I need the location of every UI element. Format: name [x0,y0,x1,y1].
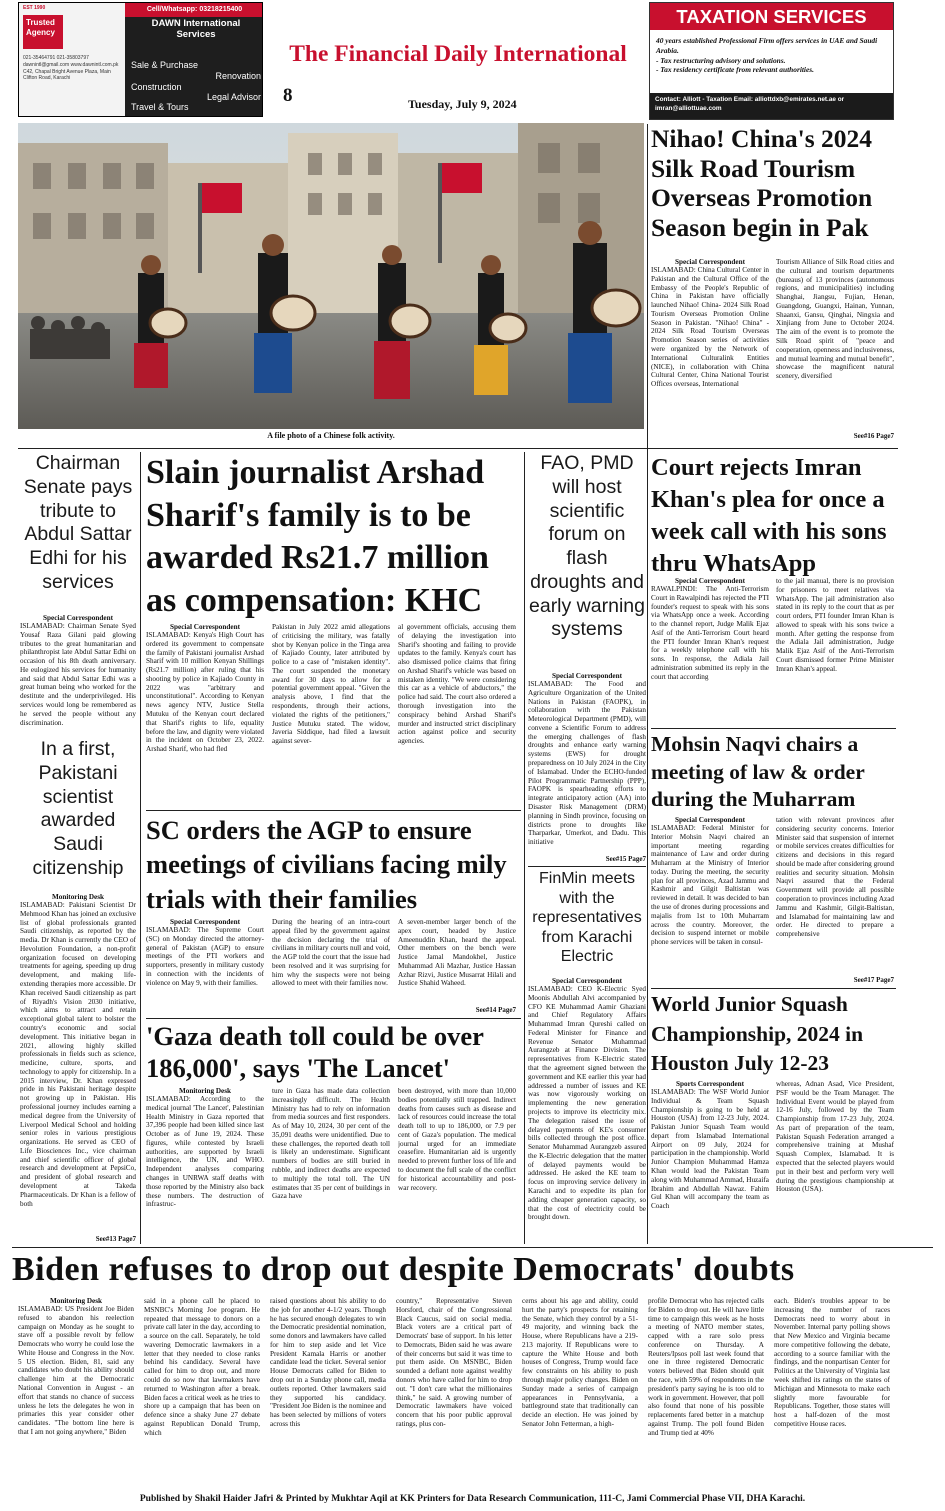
naqvi-body-col1: ISLAMABAD: Federal Minister for Interior Mohsin Naqvi chaired an important meeting regarding maintenance of Law and order during Muharram at the Ministry of Interior today. During the meeting, the security plan for all provinces, Azad Jammu and Kashmir and Gilgit Baltistan was reviewed in detail. It was decided to ban the use of drones during processions and majalis from 1st to 10th Muharram across the country. Moreover, the decision to suspend internet or mobile phone services will be taken in consul- [651,824,769,947]
section-divider [528,866,646,867]
imran-khan-body-col2: to the jail manual, there is no provision for prisoners to meet relatives via WhatsApp. The jail administration also stated in its reply to the court that as per court orders, PTI founder Imran Khan is allowed to speak with his sons twice a month. After getting the response from the Adiala Jail administration, Judge Malik Ejaz Asif of the Anti-Terrorism Court dismissed former Prime Minister Imran Khan's appeal. [776,577,894,673]
newspaper-masthead: The Financial Daily International [289,41,627,67]
publisher-footer: Published by Shakil Haider Jafri & Printed by Mukhtar Aqil at KK Printers for Data Research Communication, 111-C, Jami Commercial Phase VII, DHA Karachi. [139,1494,806,1504]
publication-date: Tuesday, July 9, 2024 [408,97,517,111]
arshad-sharif-headline: Slain journalist Arshad Sharif's family is to be awarded Rs21.7 million as compensation: KHC [146,454,489,619]
taxation-ad-line: 40 years established Professional Firm offers services in UAE and Saudi Arabia. [656,36,878,55]
silk-road-body-col1: ISLAMABAD: China Cultural Center in Pakistan and the Cultural Office of the Embassy of the People's Republic of China in Pakistan have officially launched Nihao! China- 2024 Silk Road Tourism Overseas Promotion Online Season in Pakistan. "Nihao! China" - 2024 Silk Road Tourism Overseas Promotion Season series of activities were organized by the Network of International Culturalink Entities (NICE), in collaboration with China Cultural Center, China National Tourist Offices overseas, International [651,266,769,389]
dawn-international-ad [18,2,263,117]
gaza-body-col1: ISLAMABAD: According to the medical journal 'The Lancet', Palestinian Health Ministry in Gaza reported that 37,396 people had been killed since last October as of June 19, 2024. These figures, while contested by Israeli authorities, are supported by Israeli intelligence, the UN, and WHO. Independent analyses comparing changes in UNRWA staff deaths with those reported by the Ministry also back these numbers. The destruction of infrastruc- [146,1095,264,1209]
section-divider [12,1247,933,1248]
biden-body-col2: said in a phone call he placed to MSNBC's Morning Joe program. He repeated that message to donors on a private call later in the day, according to a source on the call. Separately, he told wavering Democratic lawmakers in a letter that they needed to close ranks behind his candidacy. Several have called for him to drop out, and more could do so now that lawmakers have returned to Washington after a break. Biden faces a critical week as he tries to shore up a campaign that has been on defence since a shaky June 27 debate against Republican Donald Trump, which [144,1297,260,1437]
dawn-ad-left-panel [19,3,125,117]
sc-agp-byline: Special Correspondent [170,918,240,926]
silk-road-byline: Special Correspondent [675,258,745,266]
section-divider [651,988,896,989]
fao-continued: See#15 Page7 [605,855,646,863]
biden-body-col3: raised questions about his ability to do the job for another 4-1/2 years. Though he has secured enough delegates to win the Democratic presidential nomination, some donors and lawmakers have called for him to step aside and let Vice President Kamala Harris or another candidate lead the ticket. Several senior House Democrats called for Biden to drop out in a Sunday phone call, media outlets reported. Other lawmakers said they supported his candidacy. "President Joe Biden is the nominee and has been selected by millions of voters across this [270,1297,386,1428]
biden-byline: Monitoring Desk [49,1297,103,1305]
dawn-ad-est-tag: EST 1990 [23,5,46,11]
squash-body-col1: ISLAMABAD: The WSF World Junior Individual & Team Squash Championship is going to be held at Houston (USA) from 12-23 July, 2024. Pakistan Junior Squash Team would depart from Islamabad International Airport on 09 July, 2024 for participation in the championship. World Junior Champion Muhammad Hamza Khan would lead the Pakistan Team along with Muhammad Ammad, Huzaifa Ibrahim and Abdullah Nawaz. Fahim Gul Khan will accompany the team as Coach [651,1088,769,1211]
sc-agp-continued: See#14 Page7 [475,1006,516,1014]
edhi-headline: Chairman Senate pays tribute to Abdul Sattar Edhi for his services [23,452,133,593]
silk-road-body-col2: Tourism Alliance of Silk Road cities and the cultural and tourism departments (bureaus) of 13 provinces (autonomous regions, and municipalities) including Shanghai, Jiangsu, Fujian, Henan, Guangdong, Guangxi, Hainan, Yunnan, Shaanxi, Gansu, Qinghai, Ningxia and Xinjiang from June to October 2024. The aim of the event is to promote the Silk Road spirit of "peace and cooperation, openness and inclusiveness, and mutual learning and mutual benefit", showcase the magnificent natural scenery, diversified [776,258,894,381]
photo-caption: A file photo of a Chinese folk activity. [267,431,395,440]
finmin-body: ISLAMABAD: CEO K-Electric Syed Moonis Abdullah Alvi accompanied by CFO KE Muhammad Aamir Ghaziani and Chief Regulatory Affairs Muhammad Imran Qureshi called on Federal Minister for Finance and Revenue Senator Muhammad Aurangzeb at Finance Division. The representatives from K-Electric stated that the agreement signed between the government and KE earlier this year had addressed a number of issues and KE was now vigorously working on implementing the new generation projects to improve its electricity mix. The delegation raised the issue of delayed payments of KE's consumer bills collected through the post office. Senator Muhammad Aurangzeb assured the K-Electric delegation that the matter of delayed payments would be addressed. He asked the KE team to focus on improving service delivery in Karachi and to expedite its plan for adding cheaper generation capacity, so that the cost of electricity could be brought down. [528,985,646,1222]
biden-body-col4: country," Representative Steven Horsford, chair of the Congressional Black Caucus, said on social media. Black voters are a critical part of Democrats' base of support. In his letter to Democrats, Biden said he was aware of their concerns but said it was time to put them aside. On MSNBC, Biden sounded a defiant note against wealthy donors who have called for him to drop out. "I don't care what the millionaires think," he said. A growing number of Democratic lawmakers have voiced concern that his poor public approval ratings, plus con- [396,1297,512,1428]
dawn-ad-phone-bar: Cell/Whatsapp: 03218215400 [125,3,263,17]
page-number: 8 [283,85,293,106]
section-divider [18,448,898,449]
scientist-body: ISLAMABAD: Pakistani Scientist Dr Mehmood Khan has joined an exclusive list of global professionals granted Saudi citizenship, as reported by the media. Dr Khan is currently the CEO of Hevolution Foundation, a non-profit organization focused on developing treatments for ageing, speeding up drug development, and making life-extending therapies more accessible. Dr Khan received Saudi citizenship as part of Riyadh's Vision 2030 initiative, which aims to attract and retain exceptional global talent to bolster the country's economic and social development. This initiative began in 2021, allowing highly skilled professionals in fields such as science, medicine, culture, sports, and technology to apply for citizenship. In a 2015 interview, Dr. Khan expressed pride in his Pakistani heritage despite not growing up in Pakistan. His professional journey includes earning a medical degree from the University of Liverpool Medical School and holding senior roles in various prestigious organizations. He served as CEO of Life Biosciences Inc., vice chairman and chief scientific officer of global research and development at PepsiCo, and president of global research and development at Takeda Pharmaceuticals. Dr Khan is a fellow of both [20,901,136,1208]
dawn-ad-brand: DAWN International Services [151,18,241,40]
dawn-ad-service: Sale & Purchase [131,60,199,70]
naqvi-continued: See#17 Page7 [853,976,894,984]
edhi-byline: Special Correspondent [43,614,113,622]
sc-agp-body-col2: During the hearing of an intra-court appeal filed by the government against the decision declaring the trial of civilians in military courts null and void, the AGP told the court that the issue had been resolved and it was surprising for him why the suspects were not being allowed to meet with their families now. [272,918,390,988]
section-divider [146,1018,521,1019]
biden-headline: Biden refuses to drop out despite Democrats' doubts [12,1251,795,1288]
taxation-ad-line: - Tax restructuring advisory and solutions. [656,55,786,65]
sc-agp-body-col1: ISLAMABAD: The Supreme Court (SC) on Monday directed the attorney-general of Pakistan (AGP) to ensure meetings of the PTI workers and supporters, presently in military custody in connection with the incidents of violence on May 9, with their families. [146,926,264,987]
dawn-ad-service: Travel & Tours [131,102,189,112]
dawn-ad-contact: 021-35464791 021-35803797 dawnintl@gmail.com www.dawnintl.com.pk C42, Chapal Bright Avenue Plaza, Main Clifton Road, Karachi [23,55,119,82]
naqvi-byline: Special Correspondent [675,816,745,824]
arshad-sharif-body-col2: Pakistan in July 2022 amid allegations of criticising the military, was fatally shot by Kenyan police in the Tinga area of Kajiado County, later attributed by police to a case of "mistaken identity". The court suspended the monetary award for 30 days to allow for a potential government appeal. "Given the analysis above, I find that the respondents, through their actions, violated the rights of the petitioners," Justice Mutuku stated. The widow, Javeria Siddique, had filed a lawsuit against sever- [272,623,390,746]
sc-agp-headline: SC orders the AGP to ensure meetings of civilians facing mily trials with their families [146,815,507,914]
dawn-ad-service: Construction [131,82,182,92]
gaza-body-col2: ture in Gaza has made data collection increasingly difficult. The Health Ministry has had to rely on information from media sources and first responders. As of May 10, 2024, 30 per cent of the 35,091 deaths were unidentified. Due to these challenges, the reported death toll is likely an underestimate. Significant numbers of bodies are still buried in rubble, and indirect deaths are expected to multiply the total toll. The UN estimates that 35 per cent of buildings in Gaza have [272,1087,390,1201]
imran-khan-headline: Court rejects Imran Khan's plea for once a week call with his sons thru WhatsApp [651,454,887,576]
biden-body-col1: ISLAMABAD: US President Joe Biden refused to abandon his reelection campaign on Monday as he sought to stave off a possible revolt by fellow Democrats who worry he could lose the White House and Congress in the Nov. 5 US election. Biden, 81, said any candidates who doubt his ability should challenge him at the Democratic National Convention in August - an effort that stands no chance of success unless he lets the delegates he won in primaries this year consider other candidates. "The bottom line here is that I am not going anywhere," Biden [18,1305,134,1436]
squash-byline: Sports Correspondent [676,1080,744,1088]
scientist-byline: Monitoring Desk [51,893,105,901]
biden-body-col7: each. Biden's troubles appear to be increasing the number of races Democrats need to worry about in November. Internal party polling shows that New Mexico and Virginia became more competitive following the debate, according to a source familiar with the findings, and the nonpartisan Center for Politics at the University of Virginia last week shifted its ratings on the states of Michigan and Minnesota to make each slightly more favourable for Republicans. Together, those states will host a half-dozen of the most competitive House races. [774,1297,890,1428]
taxation-ad-heading: TAXATION SERVICES [650,3,893,30]
dawn-ad-service: Legal Advisor [206,92,261,102]
naqvi-headline: Mohsin Naqvi chairs a meeting of law & order during the Muharram [651,732,865,812]
fao-body: ISLAMABAD: The Food and Agriculture Organization of the United Nations in Pakistan (FAOPK), in collaboration with the Pakistan Meteorological Department (PMD), will convene a Scientific Forum to address the emerging challenges of flash droughts and enhance early warning systems (EWS) for drought preparedness on 10 July 2024 in the City of Islamabad. Under the ECHO-funded Pilot Programmatic Partnership (PPP), FAOPK is spearheading efforts to integrate anticipatory action (AA) into Disaster Risk Management (DRM) planning in Sindh province, focusing on districts prone to droughts like Tharparkar, Umerkot, and Dadu. This initiative [528,680,646,847]
gaza-headline: 'Gaza death toll could be over 186,000', says 'The Lancet' [146,1021,484,1084]
column-rule [524,452,525,1244]
fao-headline: FAO, PMD will host scientific forum on flash droughts and early warning systems [529,452,645,641]
arshad-sharif-body-col3: al government officials, accusing them of delaying the investigation into Sharif's shooting and failing to provide updates to the family. Kenya's court has also dismissed police claims that firing on Arshad Sharif's vehicle was based on mistaken identity. "We were considering this car as a vehicle of abductors," the police had said. The court also ordered a thorough investigation into the conspiracy behind Arshad Sharif's murder and instructed strict disciplinary action against police and security agencies. [398,623,516,746]
dawn-ad-service: Renovation [215,71,261,81]
section-divider [146,810,521,811]
folk-festival-illustration [18,123,644,429]
chinese-folk-activity-photo [18,123,644,429]
section-divider [651,728,896,729]
scientist-headline: In a first, Pakistani scientist awarded Saudi citizenship [32,738,124,879]
sc-agp-body-col3: A seven-member larger bench of the apex court, headed by Justice Ameenuddin Khan, heard the appeal. Other members on the bench were Justice Jamal Mandokhel, Justice Muhammad Ali Mazhar, Justice Hassan Azhar Rizvi, Justice Musarrat Hilali and Justice Shahid Waheed. [398,918,516,988]
biden-body-col6: profile Democrat who has rejected calls for Biden to drop out. He will have little time to campaign this week as he hosts a meeting of NATO member states, capped with a rare solo press conference on Thursday. A Reuters/Ipsos poll last week found that one in three registered Democratic voters believed that Biden should quit the race, with 59% of respondents in the president's party saying he is too old to work in government. However, that poll also found that none of his possible replacements fared better in a matchup against Trump. The poll found Biden and Trump tied at 40% [648,1297,764,1437]
finmin-byline: Special Correspondent [552,977,622,985]
gaza-body-col3: been destroyed, with more than 10,000 bodies potentially still trapped. Indirect deaths from causes such as disease and lack of resources could increase the total death toll to up to 186,000, or 7.9 per cent of Gaza's population. The medical journal urged for an immediate ceasefire. Humanitarian aid is urgently needed to prevent further loss of life and to document the full scale of the conflict for historical accountability and post-war recovery. [398,1087,516,1192]
edhi-body: ISLAMABAD: Chairman Senate Syed Yousaf Raza Gilani paid glowing tributes to the great humanitarian and philanthropist late Abdul Sattar Edhi on occasion of his 8th death anniversary. He eulogized his services for humanity and said that Abdul Sattar Edhi was a great human being who worked for the destitute and the underprivileged. His services would long be remembered as he served the people without any discrimination. [20,622,136,727]
scientist-continued: See#13 Page7 [95,1235,136,1243]
arshad-sharif-body-col1: ISLAMABAD: Kenya's High Court has ordered its government to compensate the family of Pakistani journalist Arshad Sharif with 10 million Kenyan Shillings (Rs21.7 million) after ruling that his shooting by police in Kajiado County in 2022 was "arbitrary and unconstitutional". According to Kenyan news agency NTV, Justice Stella Mutuku of the Kenyan court declared that Sharif's rights to life, equality before the law, and dignity were violated in the incident on October 23, 2022. Arshad Sharif, who had fled [146,631,264,754]
trusted-agency-logo: Trusted Agency [23,15,63,49]
silk-road-continued: See#16 Page7 [853,432,894,440]
taxation-ad-line: - Tax residency certificate from relevant authorities. [656,65,814,75]
naqvi-body-col2: tation with relevant provinces after considering security concerns. Interior Minister said that suspension of internet or mobile services creates difficulties for citizens and decisions in this regard should be made after considering ground realities and security situation. Mohsin Naqvi assured that the Federal Government will provide all possible cooperation to provinces including Azad Jammu and Kashmir, Gilgit-Baltistan, and Islamabad for maintaining law and order. He directed to prepare a comprehensive [776,816,894,939]
column-rule [140,452,141,1244]
imran-khan-byline: Special Correspondent [675,577,745,585]
fao-byline: Special Correspondent [552,672,622,680]
taxation-services-ad [649,2,894,120]
biden-body-col5: cerns about his age and ability, could hurt the party's prospects for retaining the Senate, which they control by a 51-49 majority, and winning back the House, where Republicans have a 219-213 majority. If Republicans were to capture the White House and both houses of Congress, Trump would face few constraints on his ability to push through major policy changes. Biden on Sunday made a series of campaign appearances in Pennsylvania, a battleground state that traditionally can decide an election. He was joined by Senator John Fetterman, a high- [522,1297,638,1428]
silk-road-headline: Nihao! China's 2024 Silk Road Tourism Overseas Promotion Season begin in Pak [651,124,873,242]
imran-khan-body-col1: RAWALPINDI: The Anti-Terrorism Court in Rawalpindi has rejected the PTI founder's request to speak with his sons via WhatsApp once a week. According to the channel report, Judge Malik Ejaz Asif of the Anti-Terrorism Court heard the PTI founder Imran Khan's request for a weekly telephone call with his sons. In response, the Adiala Jail administration submitted its reply in the court that according [651,585,769,681]
finmin-headline: FinMin meets with the representatives from Karachi Electric [532,870,642,966]
arshad-sharif-byline: Special Correspondent [170,623,240,631]
taxation-ad-contact: Contact: Alliott - Taxation Email: alliottdxb@emirates.net.ae or imran@alliottuae.com [650,93,893,119]
squash-body-col2: whereas, Adnan Asad, Vice President, PSF would be the Team Manager. The Individual Event would be played from 12-16 July, followed by the Team Championship from 17-23 July, 2024. As part of preparation of the team, Pakistan Squash Federation arranged a comprehensive training at Mushaf Squash Complex, Islamabad. It is expected that the selected players would put in their best and perform very well during the prestigious championship at Houston (USA). [776,1080,894,1194]
column-rule [647,124,648,1244]
gaza-byline: Monitoring Desk [178,1087,232,1095]
taxation-ad-body [650,32,893,90]
squash-headline: World Junior Squash Championship, 2024 in Houston July 12-23 [651,992,864,1076]
